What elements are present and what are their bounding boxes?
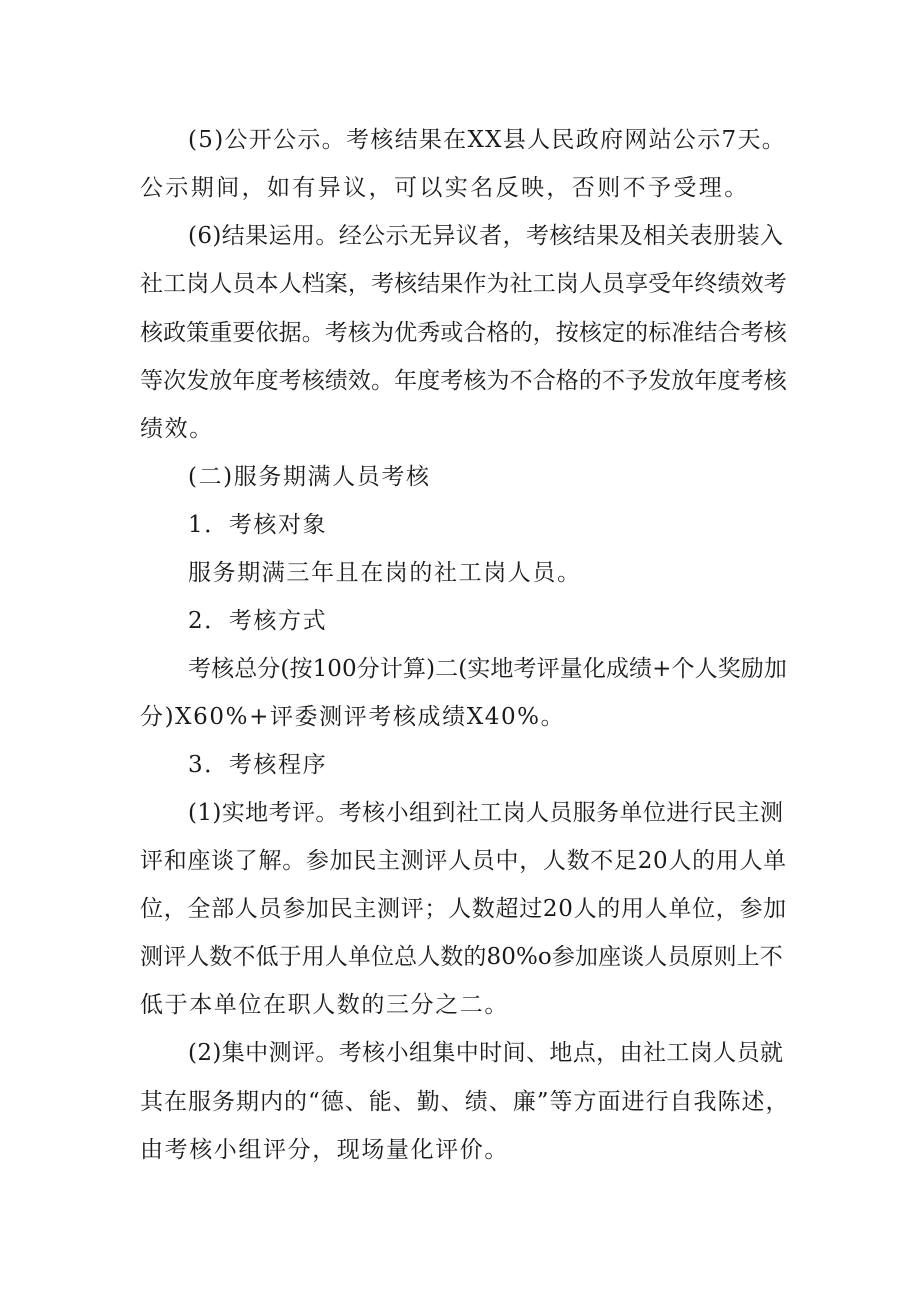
paragraph-line: 服务期满三年且在岗的社工岗人员。	[188, 560, 582, 586]
paragraph-line: 低于本单位在职人数的三分之二。	[140, 992, 509, 1018]
subsection-heading: 3．考核程序	[188, 752, 328, 778]
paragraph-line: 由考核小组评分，现场量化评价。	[140, 1137, 509, 1163]
section-heading: (二)服务期满人员考核	[188, 464, 431, 490]
paragraph-line: 等次发放年度考核绩效。年度考核为不合格的不予发放年度考核	[140, 368, 787, 394]
paragraph-line: 公示期间，如有异议，可以实名反映，否则不予受理。	[140, 175, 750, 201]
paragraph-line: 位，全部人员参加民主测评；人数超过20人的用人单位，参加	[140, 896, 787, 922]
paragraph-line: (2)集中测评。考核小组集中时间、地点，由社工岗人员就	[188, 1040, 784, 1066]
paragraph-line: 其在服务期内的“德、能、勤、绩、廉”等方面进行自我陈述，	[140, 1089, 790, 1115]
paragraph-line: 评和座谈了解。参加民主测评人员中，人数不足20人的用人单	[140, 848, 787, 874]
paragraph-line: 分)X60%+评委测评考核成绩X40%。	[140, 704, 566, 730]
paragraph-line: 核政策重要依据。考核为优秀或合格的，按核定的标准结合考核	[140, 320, 787, 346]
paragraph-line: 考核总分(按100分计算)二(实地考评量化成绩+个人奖励加	[188, 656, 787, 682]
paragraph-line: 社工岗人员本人档案，考核结果作为社工岗人员享受年终绩效考	[140, 271, 787, 297]
paragraph-line: 测评人数不低于用人单位总人数的80%o参加座谈人员原则上不	[140, 944, 783, 970]
subsection-heading: 2．考核方式	[188, 608, 328, 634]
paragraph-line: (1)实地考评。考核小组到社工岗人员服务单位进行民主测	[188, 800, 784, 826]
paragraph-line: (6)结果运用。经公示无异议者，考核结果及相关表册装入	[188, 223, 784, 249]
paragraph-line: 绩效。	[140, 416, 214, 442]
paragraph-line: (5)公开公示。考核结果在XX县人民政府网站公示7天。	[188, 127, 787, 153]
subsection-heading: 1．考核对象	[188, 512, 328, 538]
